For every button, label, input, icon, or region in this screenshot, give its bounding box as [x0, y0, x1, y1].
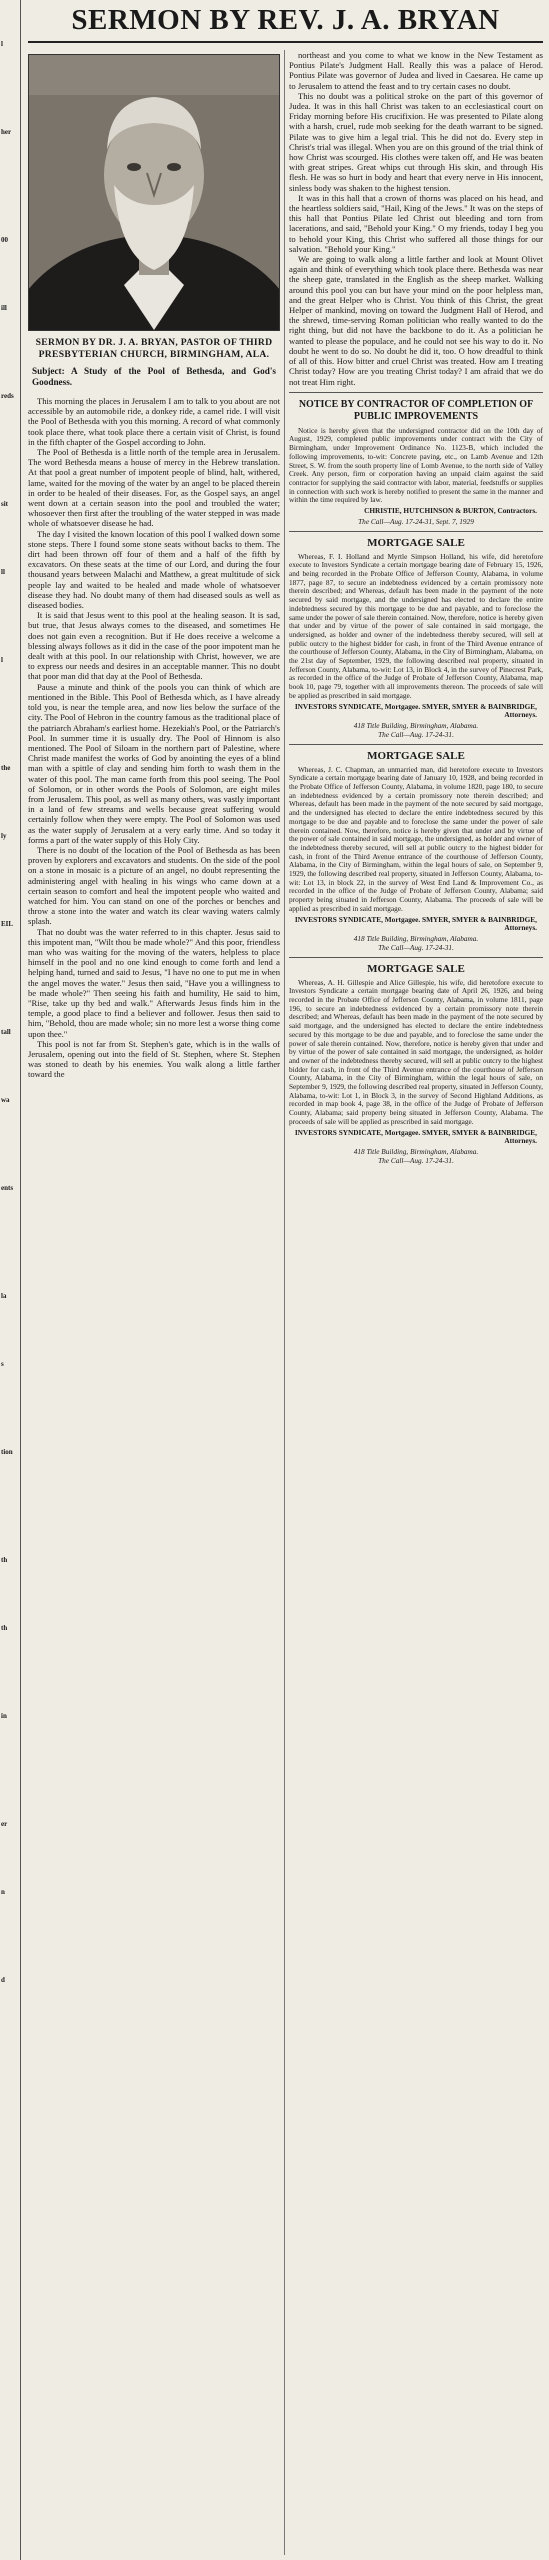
- paragraph: northeast and you come to what we know in the New Testament as Pontius Pilate's Judgment Hall. Really this was a palace of Herod. Pontius Pilate was governor of Judea and lived in Caesarea. He came up to Jerusalem to attend the feast and to try certain cases no doubt.: [289, 50, 543, 91]
- mortgage-signature: INVESTORS SYNDICATE, Mortgagee. SMYER, SMYER & BAINBRIDGE, Attorneys.: [294, 914, 537, 933]
- fragment-text: ill: [1, 304, 7, 312]
- section-rule: [289, 957, 543, 958]
- section-rule: [289, 531, 543, 532]
- paragraph: This pool is not far from St. Stephen's gate, which is in the walls of Jerusalem, opening out into the field of St. Stephen, where St. Stephen was stoned to death by his enemies. You walk along a little farther toward the: [28, 1038, 280, 1080]
- headline: SERMON BY REV. J. A. BRYAN: [28, 4, 543, 43]
- mortgage-signature: INVESTORS SYNDICATE, Mortgagee. SMYER, SMYER & BAINBRIDGE, Attorneys.: [294, 701, 537, 720]
- paragraph: That no doubt was the water referred to in this chapter. Jesus said to this impotent man, "Wilt thou be made whole?" And this poor, friendless man who was waiting for the moving of the waters, helpless to place himself in the pool and no one kind enough to come forth and lend a helping hand, turned and said to Jesus, "I have no one to put me in when the angel moves the water." Jesus then said, "Have you a willingness to be made whole?" Then seeing his faith and humility, He said to him, "Rise, take up thy bed and walk." Afterwards Jesus finds him in the temple, a good place to find a believer and follower. Jesus then said to him, "Behold, thou are made whole; sin no more lest a worse thing come upon thee.": [28, 926, 280, 1039]
- fragment-text: l: [1, 656, 3, 664]
- notice-body: Notice is hereby given that the undersigned contractor did on the 10th day of August, 1929, completed public improvements under contract with the City of Birmingham, under Improvement Ordinance No. 1123-B, which included the following improvements, to-wit: Concrete paving, etc., on Lamb Avenue and 12th Street, S. W. from the south property line of Lomb Avenue, to the north side of Valley Creek. Any person, firm or corporation having an unpaid claim against the said contractor for supplying the said contractor with labor, material, feedstuffs or supplies in connection with such work is hereby notified to present the same in the manner and within the time required by law.: [289, 425, 543, 505]
- section-rule: [289, 744, 543, 745]
- fragment-text: n: [1, 1888, 5, 1896]
- portrait-image: [29, 55, 279, 330]
- fragment-text: l: [1, 40, 3, 48]
- fragment-text: her: [1, 128, 12, 136]
- section-rule: [289, 392, 543, 393]
- mortgage-body: Whereas, F. I. Holland and Myrtle Simpson Holland, his wife, did heretofore execute to Investors Syndicate a certain mortgage bearing date of February 15, 1926, and being recorded in the Probate Office of Jefferson County, Alabama, in volume 1877, page 87, to secure an indebtedness evidenced by a certain promissory note therein described; and Whereas, default has been made in the payment of the note secured by said mortgage, and the undersigned has elected to declare the entire indebtedness secured by this mortgage to be due and payable, and to foreclose the same under the power of sale therein contained. Now, therefore, notice is hereby given that under and by virtue of the power of sale contained in said mortgage, the undersigned, as holder and owner of the indebtedness thereby secured, will sell at public outcry to the highest bidder for cash, in front of the Third Avenue entrance of the courthouse of Jefferson County, Alabama, in the City of Birmingham, Alabama, on the 21st day of September, 1929, the following described real property, situated in Jefferson County, Alabama, to-wit: Lot 13, in Block 4, in the survey of Pinecrest Park, as recorded in the office of the Judge of Probate of Jefferson County, Alabama, map book 10, page 79, together with all improvements thereon. The proceeds of sale will be applied as prescribed in said mortgage.: [289, 551, 543, 700]
- photo-caption: SERMON BY DR. J. A. BRYAN, PASTOR OF THIRD PRESBYTERIAN CHURCH, BIRMINGHAM, ALA.: [35, 337, 273, 360]
- mortgage-date: The Call—Aug. 17-24-31.: [378, 942, 454, 952]
- paragraph: It is said that Jesus went to this pool at the healing season. It is sad, but true, that Jesus always comes to the diseased, and sometimes He does not gain even a recognition. But if He does receive a welcome a blessing always follows as it did in the case of the poor impotent man he dealt with at this pool. In our relationship with Christ, however, we are to express our needs and desires in an acceptable manner. This no doubt that poor man did that day at the Pool of Bethesda.: [28, 610, 280, 682]
- mortgage-body: Whereas, J. C. Chapman, an unmarried man, did heretofore execute to Investors Syndicate a certain mortgage bearing date of January 10, 1928, and being recorded in the Probate Office of Jefferson County, Alabama, in volume 1820, page 180, to secure an indebtedness evidenced by a certain promissory note therein described; and Whereas, default has been made in the payment of the note secured by said mortgage, and the undersigned has elected to declare the entire indebtedness secured by this mortgage to be due and payable and to foreclose the same under the power of sale therein contained. Now, therefore, notice is hereby given that under and by virtue of the power of sale contained in said mortgage, the undersigned, as holder and owner of the indebtedness thereby secured, will sell at public outcry to the highest bidder for cash, in front of the Third Avenue entrance of the courthouse of Jefferson County, Alabama, in the City of Birmingham, within the legal hours of sale, on September 9, 1929, the following described real property, situated in Jefferson County, Alabama, to-wit: Lot 13, in block 22, in the survey of West End Land & Improvement Co., as recorded in the office of the Judge of Probate of Jefferson County, Alabama; said property being situated in Jefferson County, Alabama. The proceeds of sale will be applied as prescribed in said mortgage.: [289, 764, 543, 913]
- paragraph: The Pool of Bethesda is a little north of the temple area in Jerusalem. The word Bethesda means a house of mercy in the Hebrew translation. At that pool a great number of impotent people of blind, halt, withered, lame, waited for the moving of the water by an angel to be placed therein in order to be healed of their diseases. For, as the Gospel says, an angel went down at a certain season into the pool and troubled the water; whosoever then first after the troubling of the water stepped in was made whole of whatsoever disease he had.: [28, 447, 280, 529]
- mortgage-title: MORTGAGE SALE: [367, 963, 465, 976]
- notice-date: The Call—Aug. 17-24-31, Sept. 7, 1929: [358, 516, 474, 526]
- mortgage-date: The Call—Aug. 17-24-31.: [378, 729, 454, 739]
- adjacent-column-fragment: [0, 0, 21, 2560]
- mortgage-body: Whereas, A. H. Gillespie and Alice Gillespie, his wife, did heretofore execute to Investors Syndicate a certain mortgage bearing date of April 26, 1926, and being recorded in the Probate Office of Jefferson County, Alabama, in volume 1811, page 196, to secure an indebtedness evidenced by a certain promissory note therein described; and Whereas, default has been made in the payment of the note secured by said mortgage, and the undersigned has elected to declare the entire indebtedness secured by this mortgage to be due and payable, and to foreclose the same under the power of sale therein contained. Now, therefore, notice is hereby given that under and by virtue of the power of sale contained in said mortgage, the undersigned, as holder and owner of the indebtedness thereby secured, will sell at public outcry to the highest bidder for cash, in front of the Third Avenue entrance of the courthouse of Jefferson County, Alabama, in the City of Birmingham, within the legal hours of sale, on September 9, 1929, the following described real property, situated in Jefferson County, Alabama, to-wit: Lot 1, in Block 3, in the survey of Second Highland Additions, as recorded in map book 4, page 38, in the office of the Judge of Probate of Jefferson County, Alabama; said property being situated in Jefferson County, Alabama. The proceeds of sale will be applied as prescribed in said mortgage.: [289, 977, 543, 1126]
- fragment-text: s: [1, 1360, 4, 1368]
- fragment-text: tall: [1, 1028, 11, 1036]
- fragment-text: in: [1, 1712, 7, 1720]
- fragment-text: tion: [1, 1448, 13, 1456]
- mortgage-address: 418 Title Building, Birmingham, Alabama.: [353, 721, 479, 730]
- mortgage-address: 418 Title Building, Birmingham, Alabama.: [353, 1146, 479, 1156]
- paragraph: We are going to walk along a little farther and look at Mount Olivet again and think of everything which took place there. Bethesda was near the sheep gate, translated in the English as the sheep market. Walking around this pool you can but have your mind on the poor helpless man, and the great Helper who is Christ. You think of this Christ, the great Helper of mankind, moving on toward the Judgment Hall of Herod, and the shrewd, time-serving Roman politician who really wanted to do the right thing, but did not have the backbone to do it. As a politician he wanted to please the populace, and he could not see his way to do it. No doubt he went to do so. No doubt he did it, too. O how dreadful to think of all of this. How bitter and cruel Christ was treated. How am I treating Christ today? How are you treating Christ today? I am afraid that we do not treat Him right.: [289, 254, 543, 387]
- fragment-text: er: [1, 1820, 8, 1828]
- notice-signature: CHRISTIE, HUTCHINSON & BURTON, Contractors.: [364, 506, 537, 516]
- sermon-text-right: [289, 50, 543, 387]
- paragraph: The day I visited the known location of this pool I walked down some stone steps. There I found some stone seats without backs to them. The dirt had been thrown off four of them and a half of the fifth by excavators. On these seats at the time of our Lord, and during the four thousand years between Malachi and Matthew, a great multitude of sick people lay and waited to be healed and made whole of whatsoever disease they had. No doubt many of them had diseased souls as well as diseased bodies.: [28, 528, 280, 611]
- mortgage-sale-1: [289, 538, 543, 739]
- fragment-text: ents: [1, 1184, 14, 1192]
- mortgage-title: MORTGAGE SALE: [367, 750, 465, 763]
- mortgage-sale-3: [289, 964, 543, 1165]
- portrait-photo: [28, 54, 280, 331]
- fragment-text: d: [1, 1976, 5, 1984]
- sermon-subject: Subject: A Study of the Pool of Bethesda, and God's Goodness.: [32, 366, 276, 387]
- fragment-text: la: [1, 1292, 7, 1300]
- mortgage-date: The Call—Aug. 17-24-31.: [378, 1155, 454, 1165]
- paragraph: This morning the places in Jerusalem I am to talk to you about are not accessible by an automobile ride, a donkey ride, a camel ride. I will visit the Pool of Bethesda with you this morning. A record of what commonly took place there, what took place there a certain visit of Christ, is found in the fifth chapter of the Gospel according to John.: [28, 396, 280, 447]
- mortgage-address: 418 Title Building, Birmingham, Alabama.: [353, 933, 479, 943]
- fragment-text: wa: [1, 1096, 10, 1104]
- mortgage-sale-2: [289, 751, 543, 952]
- fragment-text: ll: [1, 568, 5, 576]
- fragment-text: the: [1, 764, 11, 772]
- fragment-text: ly: [1, 832, 7, 840]
- contractor-notice: [289, 399, 543, 527]
- mortgage-title: MORTGAGE SALE: [367, 537, 465, 550]
- paragraph: This no doubt was a political stroke on the part of this governor of Judea. It was in this hall Christ was taken to an ecclesiastical court on Friday morning before His crucifixion. He was presented to Pilate along with a harsh, cruel, rude mob seeking for the death warrant to be signed. Pilate was to give him a legal trial. This he did not do. Every step in Christ's trial was illegal. When you are on this ground of the trial think of how Christ was scourged. His clothes were taken off, and He was beaten with great stripes. Great whips cut through His skin, and through His flesh. He was so hurt in body and heart that every nerve in His innocent, sinless body was shaken to the highest tension.: [289, 90, 543, 193]
- fragment-text: sit: [1, 500, 8, 508]
- sermon-text-left: [28, 396, 280, 1080]
- column-divider: [284, 50, 285, 2555]
- paragraph: It was in this hall that a crown of thorns was placed on his head, and the heartless soldiers said, "Hail, King of the Jews." It was on the steps of this hall that Pontius Pilate led Christ out bleeding and torn from lacerations, and said, "Behold your King." O my friends, today I beg you to behold your King, this Christ who suffered all those things for our salvation. "Behold your King.": [289, 192, 543, 254]
- paragraph: There is no doubt of the location of the Pool of Bethesda as has been proven by explorers and excavators and students. On the side of the pool on a stone in mosaic is a picture of an angel, no doubt representing the administering angel with healing in his wings who came down at a certain season to comfort and heal the impotent people who waited and watched for him. You can stand on one of the porches or benches and throw a stone into the water and watch its clear waving waters calmly splash.: [28, 844, 280, 927]
- paragraph: Pause a minute and think of the pools you can think of which are mentioned in the Bible. This Pool of Bethesda which, as I have already told you, is near the temple area, and now lies below the surface of the city. The Pool of Hebron in the country famous as the traditional place of the patriarch Abraham's earliest home. Hezekiah's Pool, or the Patriarch's Pool. In summer time it is usually dry. The Pool of Hinnom is also mentioned. The Pool of Siloam in the northern part of Palestine, where Christ made manifest the works of God by anointing the eyes of a blind man with a spittle of clay and sending him forth to wash them in the water of this pool. The man came forth from this pool seeing. The Pool of Solomon, or in other words the Pools of Solomon, are eight miles from Jerusalem. This pool, as well as many others, was vastly important in a land of few streams and wells because great suffering would certainly follow when they were empty. The Pool of Solomon was used as the water supply of Jerusalem at a very early time. And so today it forms a part of the water supply of this Holy City.: [28, 681, 280, 845]
- right-column: [289, 50, 543, 1165]
- fragment-text: 00: [1, 236, 8, 244]
- fragment-text: reds: [1, 392, 14, 400]
- fragment-text: th: [1, 1624, 8, 1632]
- notice-title: NOTICE BY CONTRACTOR OF COMPLETION OF PUBLIC IMPROVEMENTS: [298, 398, 534, 422]
- fragment-text: EIL: [1, 920, 14, 928]
- fragment-text: th: [1, 1556, 8, 1564]
- left-column: [28, 50, 280, 1080]
- mortgage-signature: INVESTORS SYNDICATE, Mortgagee. SMYER, SMYER & BAINBRIDGE, Attorneys.: [294, 1127, 537, 1146]
